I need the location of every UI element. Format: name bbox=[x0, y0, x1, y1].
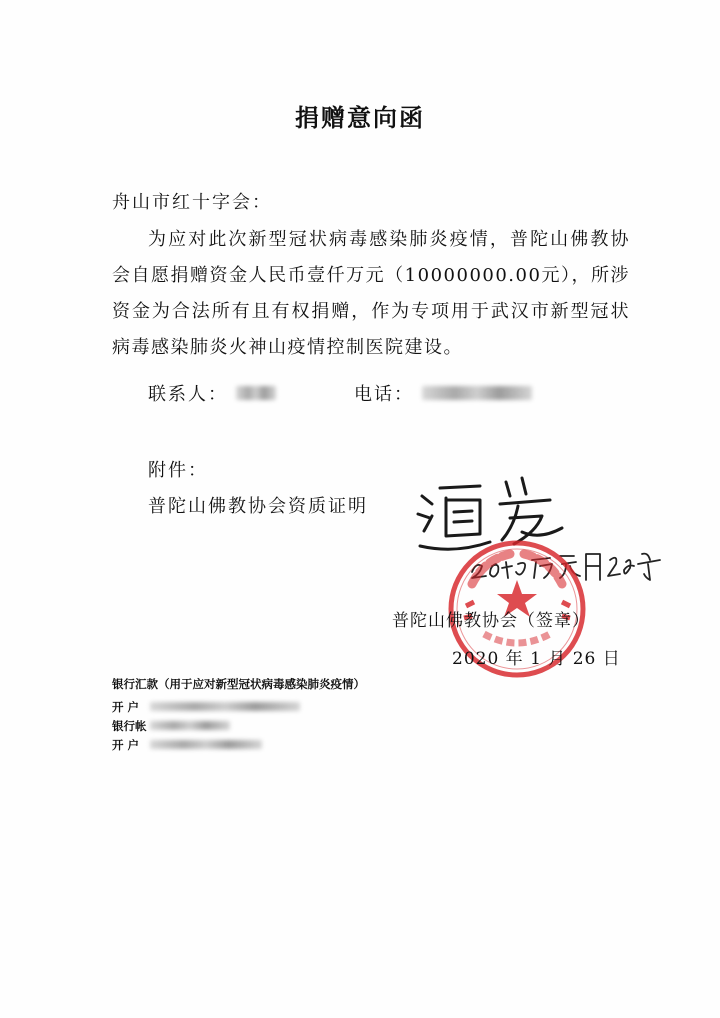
attachment-item: 普陀山佛教协会资质证明 bbox=[148, 496, 368, 517]
organization-signature-line: 普陀山佛教协会（签章） bbox=[392, 611, 590, 631]
bank-row-account-holder bbox=[112, 697, 365, 716]
redacted-value bbox=[150, 721, 230, 730]
document-title: 捐赠意向函 bbox=[295, 104, 425, 132]
redacted-value bbox=[150, 740, 262, 749]
bank-row-bank-name bbox=[112, 735, 365, 754]
redacted-phone-number bbox=[422, 386, 532, 400]
letter-body: 为应对此次新型冠状病毒感染肺炎疫情，普陀山佛教协会自愿捐赠资金人民币壹仟万元（10000000.00元），所涉资金为合法所有且有权捐赠，作为专项用于武汉市新型冠状病毒感染肺炎火神山疫情控制医院建设。 bbox=[112, 229, 630, 358]
phone-label: 电话： bbox=[354, 384, 414, 405]
signature-date: 2020 年 1 月 26 日 bbox=[452, 649, 621, 669]
contact-label: 联系人： bbox=[148, 384, 228, 405]
phone-line bbox=[354, 380, 532, 406]
bank-transfer-info bbox=[112, 676, 365, 754]
bank-transfer-title: 银行汇款（用于应对新型冠状病毒感染肺炎疫情） bbox=[112, 677, 365, 691]
bank-row-label: 开 户 bbox=[112, 699, 140, 714]
salutation: 舟山市红十字会： bbox=[112, 192, 272, 213]
bank-row-label: 银行帐 bbox=[112, 718, 147, 733]
contact-person-line bbox=[148, 380, 276, 406]
bank-row-label: 开 户 bbox=[112, 737, 140, 752]
redacted-value bbox=[150, 702, 300, 711]
redacted-contact-name bbox=[236, 386, 276, 400]
bank-row-account-number bbox=[112, 716, 365, 735]
attachment-label: 附件： bbox=[148, 460, 208, 481]
